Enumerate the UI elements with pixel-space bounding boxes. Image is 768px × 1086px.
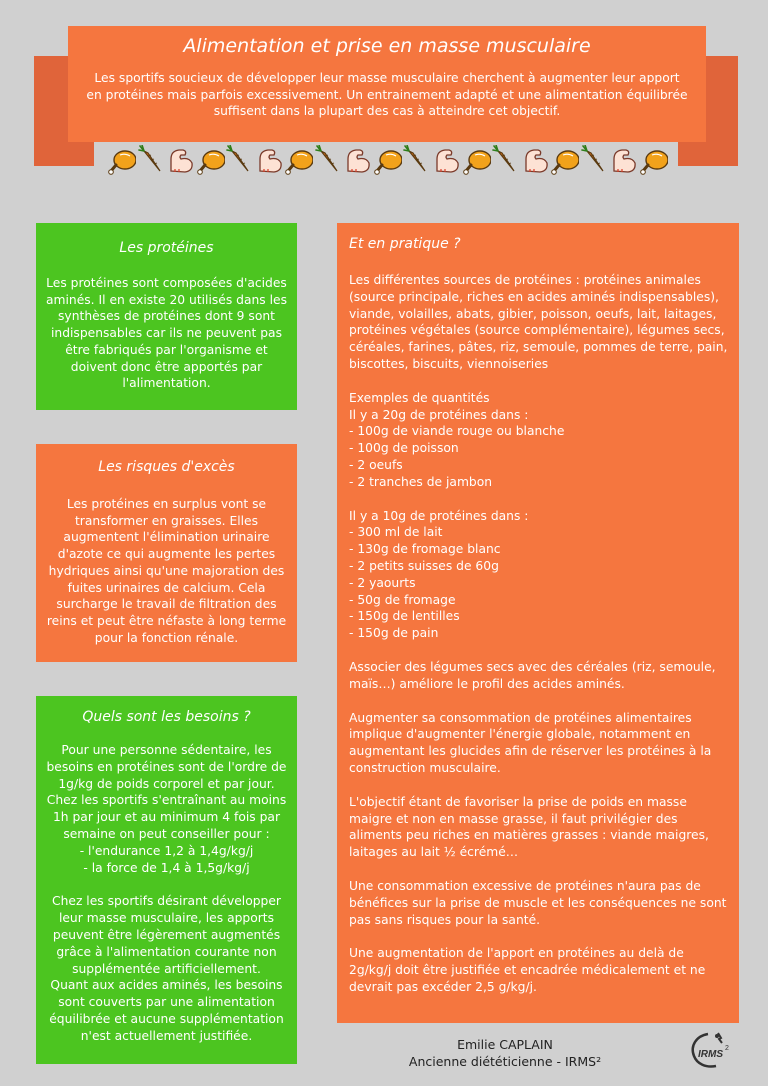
needs-title: Quels sont les besoins ? xyxy=(82,709,251,725)
needs-line: - l'endurance 1,2 à 1,4g/kg/j xyxy=(79,843,254,858)
food-icon-strip xyxy=(108,143,668,177)
flexed-arm-icon xyxy=(522,145,550,175)
needs-line: 1h par jour et au minimum 4 fois par xyxy=(52,810,281,825)
risks-text: Les protéines en surplus vont se transformer en graisses. Elles augmentent l'élimination urinaire d'azote ce qui augmente les pertes hydriques ainsi qu'une majoration des fuites urinaires de calcium. Cela surcharge le travail de filtration des reins et peut être néfaste à long terme pour la fonction rénale. xyxy=(46,497,287,645)
examples-title: Exemples de quantités xyxy=(349,390,490,405)
list-item: - 100g de poisson xyxy=(349,441,459,456)
practice-paragraph: Une consommation excessive de protéines n'aura pas de bénéfices sur la prise de muscle et les conséquences ne sont pas sans risques pour la santé. xyxy=(349,878,727,927)
carrot-icon xyxy=(315,145,343,175)
flexed-arm-icon xyxy=(256,145,284,175)
carrot-icon xyxy=(403,145,431,175)
list-item: - 100g de viande rouge ou blanche xyxy=(349,424,565,439)
carrot-icon xyxy=(138,145,166,175)
flexed-arm-icon xyxy=(344,145,372,175)
chicken-leg-icon xyxy=(285,145,313,175)
needs-box xyxy=(36,696,297,1064)
needs-line: semaine on peut conseiller pour : xyxy=(63,826,270,841)
proteins-text: Les protéines sont composées d'acides aminés. Il en existe 20 utilisés dans les synthèses de protéines dont 9 sont indispensables car ils ne peuvent pas être fabriqués par l'organisme et doivent donc être apportés par l'alimentation. xyxy=(45,276,288,391)
author-name: Emilie CAPLAIN xyxy=(457,1037,553,1052)
chicken-leg-icon xyxy=(463,145,491,175)
list-item: - 150g de pain xyxy=(349,626,439,641)
risks-title: Les risques d'excès xyxy=(98,459,235,475)
needs-line: sont couverts par une alimentation xyxy=(58,995,275,1010)
proteins-title: Les protéines xyxy=(119,240,214,256)
risks-box xyxy=(36,444,297,662)
flexed-arm-icon xyxy=(433,145,461,175)
needs-paragraph-2 xyxy=(44,893,289,1044)
logo-sup: 2 xyxy=(725,1045,729,1052)
list-item: - 150g de lentilles xyxy=(349,609,460,624)
chicken-leg-icon xyxy=(640,145,668,175)
carrot-icon xyxy=(226,145,254,175)
chicken-leg-icon xyxy=(108,145,136,175)
needs-line: grâce à l'alimentation courante non xyxy=(56,944,277,959)
quantity-examples-10g xyxy=(349,508,729,642)
practice-paragraph: L'objectif étant de favoriser la prise de poids en masse maigre et non en masse grasse, il faut privilégier des aliments peu riches en matières grasses : viande maigres, laitages au lait ½ écrémé… xyxy=(349,794,709,860)
list-10g-title: Il y a 10g de protéines dans : xyxy=(349,508,529,523)
needs-paragraph-1 xyxy=(44,742,289,876)
chicken-leg-icon xyxy=(551,145,579,175)
practice-title: Et en pratique ? xyxy=(349,236,461,252)
chicken-leg-icon xyxy=(374,145,402,175)
needs-line: peuvent être légèrement augmentés xyxy=(52,927,281,942)
flexed-arm-icon xyxy=(167,145,195,175)
footer-credits xyxy=(380,1036,630,1070)
list-item: - 300 ml de lait xyxy=(349,525,443,540)
needs-line: Chez les sportifs s'entraînant au moins xyxy=(46,793,287,808)
needs-line: besoins en protéines sont de l'ordre de xyxy=(46,759,287,774)
practice-box xyxy=(337,223,739,1023)
list-item: - 50g de fromage xyxy=(349,592,456,607)
intro-text: Les sportifs soucieux de développer leur masse musculaire cherchent à augmenter leur apport en protéines mais parfois excessivement. Un entrainement adapté et une alimentation équilibrée suffisent dans la plupart des cas à atteindre cet objectif. xyxy=(86,71,688,118)
header-banner xyxy=(68,26,706,142)
practice-paragraph: Une augmentation de l'apport en protéines au delà de 2g/kg/j doit être justifiée et encadrée médicalement et ne devrait pas excéder 2,5 g/kg/j. xyxy=(349,946,706,994)
flexed-arm-icon xyxy=(610,145,638,175)
practice-paragraph: Associer des légumes secs avec des céréales (riz, semoule, maïs…) améliore le profil des acides aminés. xyxy=(349,659,716,691)
needs-line: Quant aux acides aminés, les besoins xyxy=(50,978,283,993)
quantity-examples xyxy=(349,390,729,491)
chicken-leg-icon xyxy=(197,145,225,175)
page-title: Alimentation et prise en masse musculaire xyxy=(183,35,591,57)
list-item: - 130g de fromage blanc xyxy=(349,542,501,557)
needs-line: équilibrée et aucune supplémentation xyxy=(49,1011,284,1026)
carrot-icon xyxy=(492,145,520,175)
needs-line: Chez les sportifs désirant développer xyxy=(52,894,281,909)
needs-line: 1g/kg de poids corporel et par jour. xyxy=(58,776,275,791)
author-role: Ancienne diététicienne - IRMS² xyxy=(408,1054,602,1069)
protein-sources-text: Les différentes sources de protéines : protéines animales (source principale, riches en acides aminés indispensables), viande, volailles, abats, gibier, poisson, oeufs, lait, laitages, protéines végétales (source complémentaire), légumes secs, céréales, farines, pâtes, riz, semoule, pommes de terre, pain, biscottes, biscuits, viennoiseries xyxy=(349,273,728,371)
needs-line: supplémentée artificiellement. xyxy=(72,961,261,976)
practice-paragraph: Augmenter sa consommation de protéines alimentaires implique d'augmenter l'énergie globale, notamment en augmentant les glucides afin de réserver les protéines à la construction musculaire. xyxy=(349,710,712,775)
list-item: - 2 petits suisses de 60g xyxy=(349,558,499,573)
list-item: - 2 yaourts xyxy=(349,575,416,590)
proteins-box xyxy=(36,223,297,410)
list-20g-title: Il y a 20g de protéines dans : xyxy=(349,407,529,422)
logo-text: IRMS xyxy=(698,1049,723,1060)
needs-line: n'est actuellement justifiée. xyxy=(80,1028,253,1043)
irms-logo xyxy=(688,1030,734,1070)
needs-line: Pour une personne sédentaire, les xyxy=(61,743,272,757)
list-item: - 2 tranches de jambon xyxy=(349,474,493,489)
needs-line: - la force de 1,4 à 1,5g/kg/j xyxy=(83,860,250,875)
carrot-icon xyxy=(581,145,609,175)
list-item: - 2 oeufs xyxy=(349,457,403,472)
needs-line: leur masse musculaire, les apports xyxy=(58,911,275,926)
